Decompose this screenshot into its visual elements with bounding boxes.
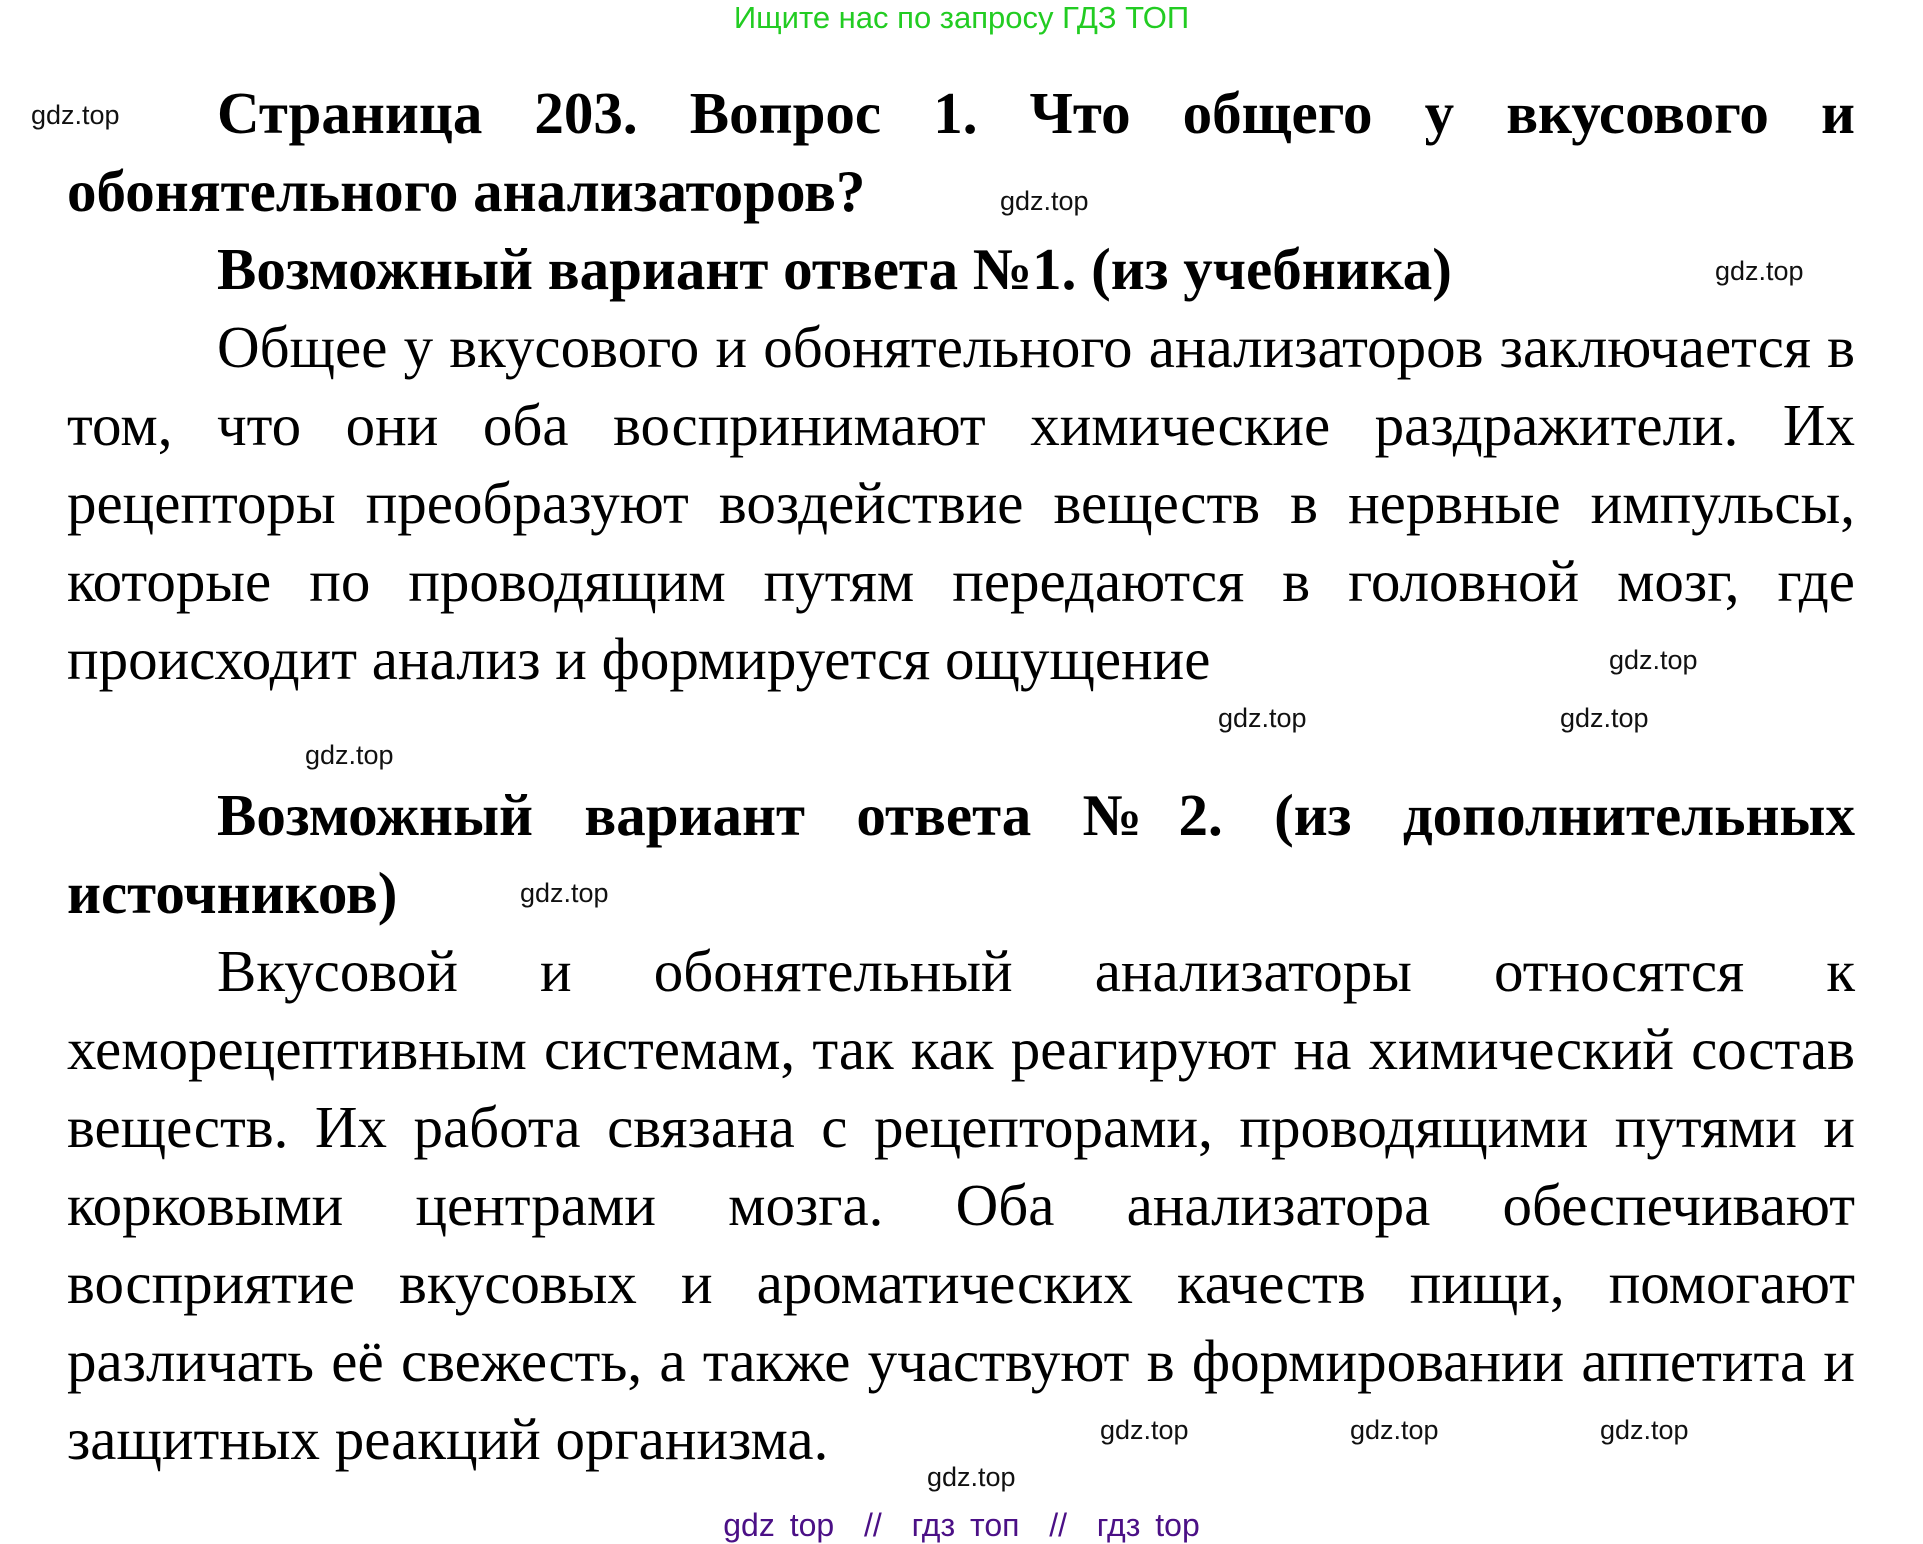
question-line: обонятельного анализаторов? bbox=[67, 158, 866, 224]
answer1-line: которые по проводящим путям передаются в головной мозг, где bbox=[67, 548, 1855, 614]
answer1-line: том, что они оба воспринимают химические раздражители. Их bbox=[67, 392, 1855, 458]
answer2-line: Вкусовой и обонятельный анализаторы относятся к bbox=[217, 938, 1855, 1004]
watermark: gdz.top bbox=[1600, 1415, 1689, 1445]
answer1-line: Общее у вкусового и обонятельного анализаторов заключается в bbox=[217, 314, 1855, 380]
watermark: gdz.top bbox=[1715, 256, 1804, 286]
watermark: gdz.top bbox=[520, 878, 609, 908]
answer2-line: веществ. Их работа связана с рецепторами, проводящими путями и bbox=[67, 1094, 1855, 1160]
answer2-heading: источников) bbox=[67, 860, 398, 926]
watermark: gdz.top bbox=[927, 1462, 1016, 1492]
watermark: gdz.top bbox=[305, 740, 394, 770]
answer2-heading: Возможный вариант ответа №2. (из дополнительных bbox=[217, 782, 1855, 848]
search-banner: Ищите нас по запросу ГДЗ ТОП bbox=[733, 0, 1190, 35]
question-line: Страница 203. Вопрос 1. Что общего у вкусового и bbox=[217, 80, 1855, 146]
answer2-line: восприятие вкусовых и ароматических качеств пищи, помогают bbox=[67, 1250, 1855, 1316]
watermark: gdz.top bbox=[31, 100, 120, 130]
answer2-line: хеморецептивным системам, так как реагируют на химический состав bbox=[67, 1016, 1855, 1082]
watermark: gdz.top bbox=[1560, 703, 1649, 733]
answer2-line: различать её свежесть, а также участвуют в формировании аппетита и bbox=[67, 1328, 1855, 1394]
answer1-line: рецепторы преобразуют воздействие веществ в нервные импульсы, bbox=[67, 470, 1855, 536]
answer2-line: защитных реакций организма. bbox=[67, 1406, 829, 1472]
footer-links: gdz top // гдз топ // гдз top bbox=[723, 1507, 1200, 1543]
watermark: gdz.top bbox=[1350, 1415, 1439, 1445]
watermark: gdz.top bbox=[1100, 1415, 1189, 1445]
answer1-line: происходит анализ и формируется ощущение bbox=[67, 626, 1211, 692]
watermark: gdz.top bbox=[1000, 186, 1089, 216]
answer2-line: корковыми центрами мозга. Оба анализатора обеспечивают bbox=[67, 1172, 1855, 1238]
watermark: gdz.top bbox=[1609, 645, 1698, 675]
watermark: gdz.top bbox=[1218, 703, 1307, 733]
answer1-heading: Возможный вариант ответа №1. (из учебника) bbox=[217, 236, 1452, 302]
